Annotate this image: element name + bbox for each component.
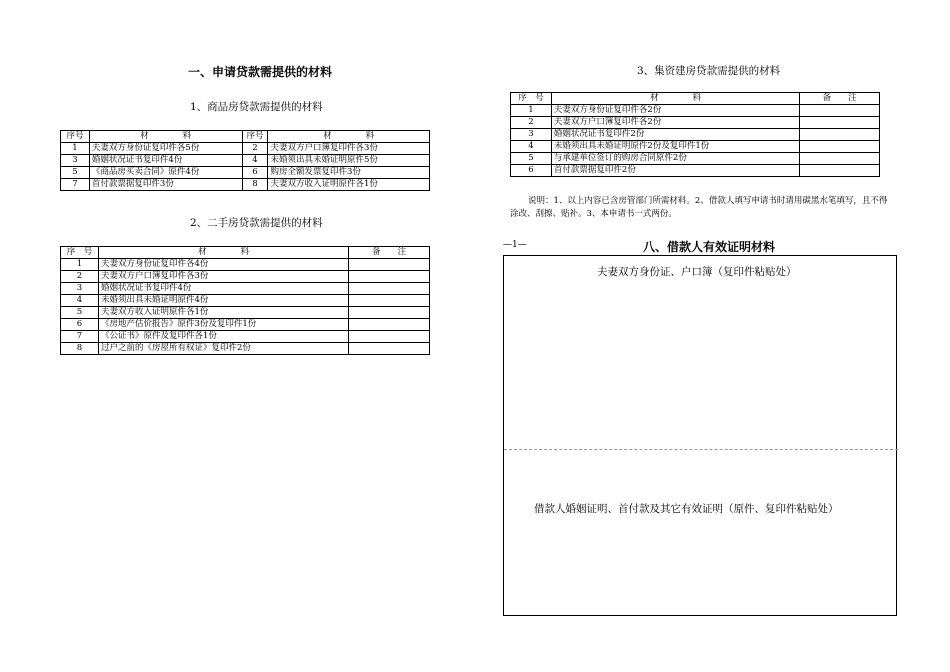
row-item: 首付款票据复印件3份 (89, 179, 242, 191)
row-remark (800, 105, 880, 117)
row-no: 2 (242, 143, 268, 155)
table-row (61, 167, 430, 179)
row-item: 《公证书》原件及复印件各1份 (98, 331, 348, 343)
header-no: 序 号 (61, 247, 99, 259)
row-item: 未婚须出具未婚证明原件4份 (98, 295, 348, 307)
proof-paste-label: 借款人婚姻证明、首付款及其它有效证明（原件、复印件粘贴处） (534, 503, 839, 515)
header-no: 序 号 (511, 93, 552, 105)
row-no: 2 (511, 117, 552, 129)
row-no: 5 (511, 153, 552, 165)
row-no: 4 (242, 155, 268, 167)
row-remark (349, 259, 430, 271)
row-remark (800, 153, 880, 165)
header-remark: 备 注 (800, 93, 880, 105)
row-item: 夫妻双方身份证复印件各2份 (551, 105, 799, 117)
paste-divider (504, 449, 898, 450)
row-remark (800, 117, 880, 129)
row-remark (800, 129, 880, 141)
section1-title: 1、商品房贷款需提供的材料 (190, 101, 323, 113)
table-row (61, 343, 430, 355)
row-no: 8 (242, 179, 268, 191)
row-remark (349, 331, 430, 343)
table-row (511, 165, 880, 177)
section1-table (60, 130, 430, 191)
row-item: 未婚须出具未婚证明原件5份 (268, 155, 430, 167)
paste-area-box (503, 255, 897, 616)
table-header-row (511, 93, 880, 105)
table-row (511, 117, 880, 129)
row-remark (800, 141, 880, 153)
header-item-b: 材 料 (268, 131, 430, 143)
row-item: 夫妻双方身份证复印件各4份 (98, 259, 348, 271)
table-row (61, 331, 430, 343)
table-row (61, 295, 430, 307)
row-item: 《商品房买卖合同》原件4份 (89, 167, 242, 179)
row-item: 未婚须出具未婚证明原件2份及复印件1份 (551, 141, 799, 153)
table-header-row (61, 247, 430, 259)
row-item: 首付款票据复印件2份 (551, 165, 799, 177)
row-no: 3 (61, 283, 99, 295)
section2-table (60, 246, 430, 355)
table-row (61, 283, 430, 295)
row-no: 1 (61, 259, 99, 271)
section3-table (510, 92, 880, 177)
row-no: 3 (511, 129, 552, 141)
row-item: 夫妻双方户口簿复印件各3份 (268, 143, 430, 155)
row-no: 7 (61, 179, 90, 191)
section8-heading: 八、借款人有效证明材料 (643, 240, 776, 254)
row-item: 夫妻双方收入证明原件各1份 (268, 179, 430, 191)
table-row (511, 129, 880, 141)
table-row (511, 105, 880, 117)
row-no: 4 (61, 295, 99, 307)
row-no: 6 (511, 165, 552, 177)
row-item: 婚姻状况证书复印件2份 (551, 129, 799, 141)
row-remark (349, 319, 430, 331)
table-header-row (61, 131, 430, 143)
row-item: 购房全额发票复印件3份 (268, 167, 430, 179)
header-remark: 备 注 (349, 247, 430, 259)
table-row (61, 155, 430, 167)
row-item: 《房地产估价报告》原件3份及复印件1份 (98, 319, 348, 331)
table-row (61, 143, 430, 155)
row-no: 6 (61, 319, 99, 331)
row-item: 过户之前的《房屋所有权证》复印件2份 (98, 343, 348, 355)
row-item: 夫妻双方户口簿复印件各3份 (98, 271, 348, 283)
table-row (511, 141, 880, 153)
row-remark (349, 307, 430, 319)
section2-title: 2、二手房贷款需提供的材料 (190, 217, 323, 229)
row-no: 6 (242, 167, 268, 179)
table-row (61, 319, 430, 331)
row-no: 5 (61, 167, 90, 179)
header-item-a: 材 料 (89, 131, 242, 143)
table-row (61, 271, 430, 283)
row-item: 与承建单位签订的购房合同原件2份 (551, 153, 799, 165)
row-item: 夫妻双方收入证明原件各1份 (98, 307, 348, 319)
section3-title: 3、集资建房贷款需提供的材料 (637, 65, 781, 77)
row-no: 3 (61, 155, 90, 167)
row-no: 7 (61, 331, 99, 343)
row-no: 2 (61, 271, 99, 283)
row-no: 5 (61, 307, 99, 319)
row-remark (800, 165, 880, 177)
page-number: —1— (503, 240, 527, 250)
row-no: 8 (61, 343, 99, 355)
table-row (61, 179, 430, 191)
row-remark (349, 271, 430, 283)
instructions-note: 说明：1、以上内容已含房管部门所需材料。2、借款人填写申请书时请用碳黑水笔填写，且不得涂改、刮擦、贴补。3、本申请书一式两份。 (510, 196, 888, 219)
header-no-a: 序号 (61, 131, 90, 143)
row-remark (349, 343, 430, 355)
row-item: 婚姻状况证书复印件4份 (89, 155, 242, 167)
table-row (61, 307, 430, 319)
header-item: 材 料 (551, 93, 799, 105)
row-item: 夫妻双方身份证复印件各5份 (89, 143, 242, 155)
id-paste-label: 夫妻双方身份证、户口簿（复印件粘贴处） (597, 266, 797, 278)
header-no-b: 序号 (242, 131, 268, 143)
row-item: 夫妻双方户口簿复印件各2份 (551, 117, 799, 129)
row-no: 1 (511, 105, 552, 117)
row-no: 4 (511, 141, 552, 153)
table-row (61, 259, 430, 271)
row-no: 1 (61, 143, 90, 155)
row-remark (349, 283, 430, 295)
row-item: 婚姻状况证书复印件4份 (98, 283, 348, 295)
row-remark (349, 295, 430, 307)
header-item: 材 料 (98, 247, 348, 259)
page-title: 一、申请贷款需提供的材料 (188, 65, 333, 79)
table-row (511, 153, 880, 165)
